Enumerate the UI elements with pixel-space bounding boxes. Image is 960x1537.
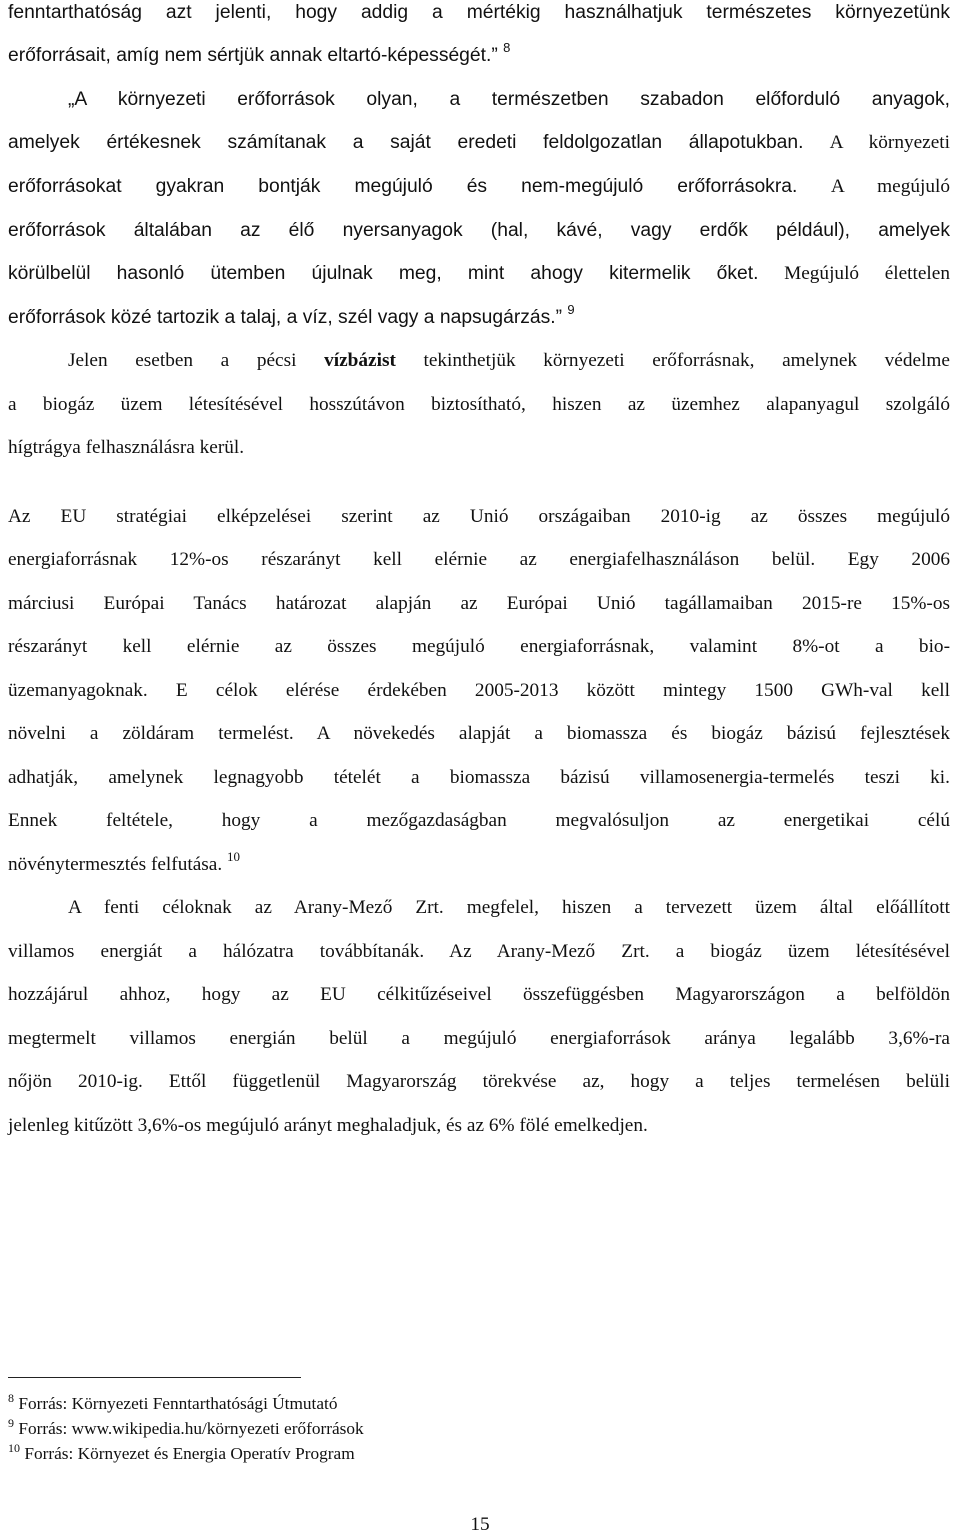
body-line: részarányt kell elérnie az összes megújuló energiaforrásnak, valamint 8%-ot a bio- bbox=[8, 636, 950, 657]
quote-line bbox=[8, 176, 950, 198]
quote-text: erőforrásait, amíg nem sértjük annak eltartó-képességét.” bbox=[8, 45, 498, 66]
body-text: növénytermesztés felfutása. bbox=[8, 854, 223, 875]
body-line: energiaforrásnak 12%-os részarányt kell elérnie az energiafelhasználáson belül. Egy 2006 bbox=[8, 549, 950, 570]
emphasis-text: vízbázist bbox=[324, 350, 396, 371]
footnote-ref[interactable]: 8 bbox=[503, 40, 511, 55]
body-line: villamos energiát a hálózatra továbbítanák. Az Arany-Mező Zrt. a biogáz üzem létesítésével bbox=[8, 941, 950, 962]
body-line: A fenti céloknak az Arany-Mező Zrt. megfelel, hiszen a tervezett üzem által előállított bbox=[68, 897, 950, 918]
body-line: márciusi Európai Tanács határozat alapján az Európai Unió tagállamaiban 2015-re 15%-os bbox=[8, 593, 950, 614]
body-line: a biogáz üzem létesítésével hosszútávon biztosítható, hiszen az üzemhez alapanyagul szolgáló bbox=[8, 394, 950, 415]
body-line: adhatják, amelynek legnagyobb tételét a biomassza bázisú villamosenergia-termelés teszi ki. bbox=[8, 767, 950, 788]
body-line: hígtrágya felhasználásra kerül. bbox=[8, 437, 245, 458]
footnote-text: Forrás: www.wikipedia.hu/környezeti erőforrások bbox=[18, 1419, 364, 1438]
footnote-ref[interactable]: 9 bbox=[567, 302, 575, 317]
footnote-number: 10 bbox=[8, 1441, 20, 1455]
footnote-number: 8 bbox=[8, 1391, 14, 1405]
quote-line bbox=[8, 263, 950, 285]
body-text: Jelen esetben a pécsi bbox=[68, 350, 297, 371]
quote-line bbox=[8, 132, 950, 154]
body-line: üzemanyagoknak. E célok elérése érdekében 2005-2013 között mintegy 1500 GWh-val kell bbox=[8, 680, 950, 701]
quote-line: fenntarthatóság azt jelenti, hogy addig a mértékig használhatjuk természetes környezetünk bbox=[8, 2, 950, 23]
body-text: Megújuló élettelen bbox=[784, 263, 950, 284]
footnote-8 bbox=[8, 1391, 338, 1414]
footnote-text: Forrás: Környezet és Energia Operatív Program bbox=[24, 1444, 355, 1463]
body-line: Ennek feltétele, hogy a mezőgazdaságban megvalósuljon az energetikai célú bbox=[8, 810, 950, 831]
body-text: A megújuló bbox=[830, 176, 951, 197]
page-number: 15 bbox=[470, 1514, 490, 1535]
quote-line: „A környezeti erőforrások olyan, a természetben szabadon előforduló anyagok, bbox=[68, 89, 950, 110]
quote-text: erőforrásokat gyakran bontják megújuló és nem-megújuló erőforrásokra. bbox=[8, 176, 798, 197]
footnote-text: Forrás: Környezeti Fenntarthatósági Útmutató bbox=[18, 1394, 338, 1413]
body-line: megtermelt villamos energián belül a megújuló energiaforrások aránya legalább 3,6%-ra bbox=[8, 1028, 950, 1049]
quote-line bbox=[8, 40, 950, 67]
body-line: Az EU stratégiai elképzelései szerint az Unió országaiban 2010-ig az összes megújuló bbox=[8, 506, 950, 527]
body-text: A környezeti bbox=[829, 132, 950, 153]
footnote-10 bbox=[8, 1441, 355, 1464]
quote-text: amelyek értékesnek számítanak a saját eredeti feldolgozatlan állapotukban. bbox=[8, 132, 804, 153]
body-line: hozzájárul ahhoz, hogy az EU célkitűzéseivel összefüggésben Magyarországon a belföldön bbox=[8, 984, 950, 1005]
body-line bbox=[8, 849, 950, 876]
body-line: nőjön 2010-ig. Ettől függetlenül Magyarország törekvése az, hogy a teljes termelésen belüli bbox=[8, 1071, 950, 1092]
quote-text: erőforrások közé tartozik a talaj, a víz, szél vagy a napsugárzás.” bbox=[8, 307, 563, 328]
body-line: jelenleg kitűzött 3,6%-os megújuló arányt meghaladjuk, és az 6% fölé emelkedjen. bbox=[8, 1115, 648, 1136]
footnote-ref[interactable]: 10 bbox=[226, 849, 240, 864]
body-line bbox=[68, 350, 950, 372]
quote-text: körülbelül hasonló ütemben újulnak meg, mint ahogy kitermelik őket. bbox=[8, 263, 759, 284]
quote-line: erőforrások általában az élő nyersanyagok (hal, kávé, vagy erdők például), amelyek bbox=[8, 220, 950, 241]
body-text: tekinthetjük környezeti erőforrásnak, amelynek védelme bbox=[423, 350, 950, 371]
quote-line bbox=[8, 302, 950, 329]
footnote-separator bbox=[8, 1377, 301, 1378]
footnote-number: 9 bbox=[8, 1416, 14, 1430]
body-line: növelni a zöldáram termelést. A növekedés alapját a biomassza és biogáz bázisú fejlesztések bbox=[8, 723, 950, 744]
footnote-9 bbox=[8, 1416, 364, 1439]
